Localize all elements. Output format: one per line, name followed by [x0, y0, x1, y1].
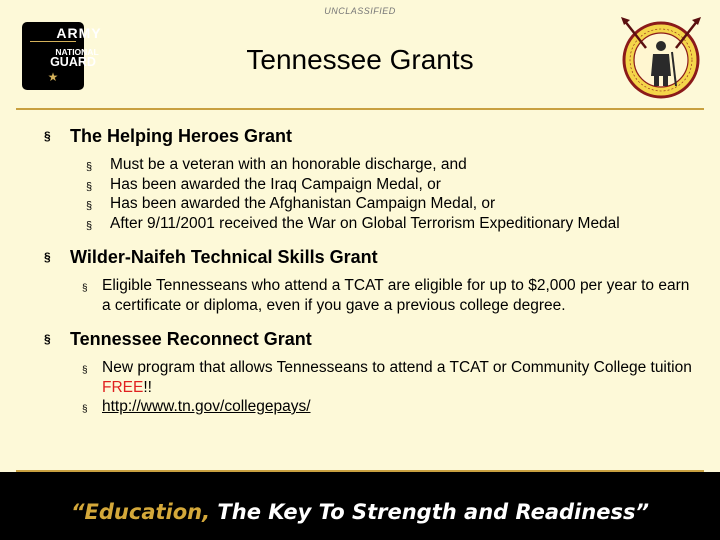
tennessee-reconnect-details — [82, 358, 692, 417]
bullet-icon: § — [44, 250, 51, 264]
bullet-icon: § — [82, 404, 88, 415]
tagline-text: The Key To Strength and Readiness” — [210, 500, 649, 524]
bullet-icon: § — [86, 219, 93, 232]
list-item — [82, 397, 692, 417]
section-heading-tennessee-reconnect: § Tennessee Reconnect Grant — [44, 329, 312, 349]
tagline-highlight: “Education, — [71, 500, 211, 524]
list-item: § Eligible Tennesseans who attend a TCAT are eligible for up to $2,000 per year to earn a certificate or diploma, even if you gave a previous college degree. — [82, 277, 690, 314]
logo-text-national: NATIONAL — [55, 47, 99, 57]
bullet-icon: § — [86, 200, 93, 212]
logo-divider — [30, 41, 76, 42]
free-highlight: FREE — [102, 378, 144, 396]
helping-heroes-requirements — [86, 155, 704, 233]
star-icon: ★ — [47, 70, 59, 84]
tagline — [0, 500, 720, 524]
section-heading-helping-heroes: § The Helping Heroes Grant — [44, 126, 293, 146]
section-heading-wilder-naifeh: § Wilder-Naifeh Technical Skills Grant — [44, 247, 378, 267]
logo-text-guard: GUARD — [50, 55, 96, 69]
bullet-icon: § — [86, 180, 93, 193]
list-item: § Must be a veteran with an honorable discharge, and — [86, 155, 704, 175]
bullet-icon: § — [82, 365, 88, 376]
bullet-icon: § — [86, 161, 93, 173]
tennessee-guard-seal-icon — [616, 14, 706, 104]
top-divider — [16, 108, 704, 110]
list-item: § After 9/11/2001 received the War on Global Terrorism Expeditionary Medal — [86, 214, 670, 234]
bullet-icon: § — [44, 332, 51, 346]
bullet-icon: § — [82, 283, 88, 294]
page-title: Tennessee Grants — [246, 44, 474, 75]
college-pays-link[interactable]: http://www.tn.gov/collegepays/ — [102, 398, 311, 415]
list-item: § New program that allows Tennesseans to attend a TCAT or Community College tuition FREE!! — [82, 359, 692, 396]
list-item: § Has been awarded the Afghanistan Campaign Medal, or — [86, 194, 704, 214]
list-item: § Has been awarded the Iraq Campaign Medal, or — [86, 175, 704, 195]
footer-banner — [0, 472, 720, 540]
wilder-naifeh-details — [82, 276, 692, 315]
bullet-icon: § — [44, 129, 51, 143]
logo-text-army: ARMY — [56, 25, 102, 41]
classification-label: UNCLASSIFIED — [324, 6, 396, 16]
army-national-guard-logo — [22, 22, 102, 90]
grant-list — [44, 126, 704, 417]
